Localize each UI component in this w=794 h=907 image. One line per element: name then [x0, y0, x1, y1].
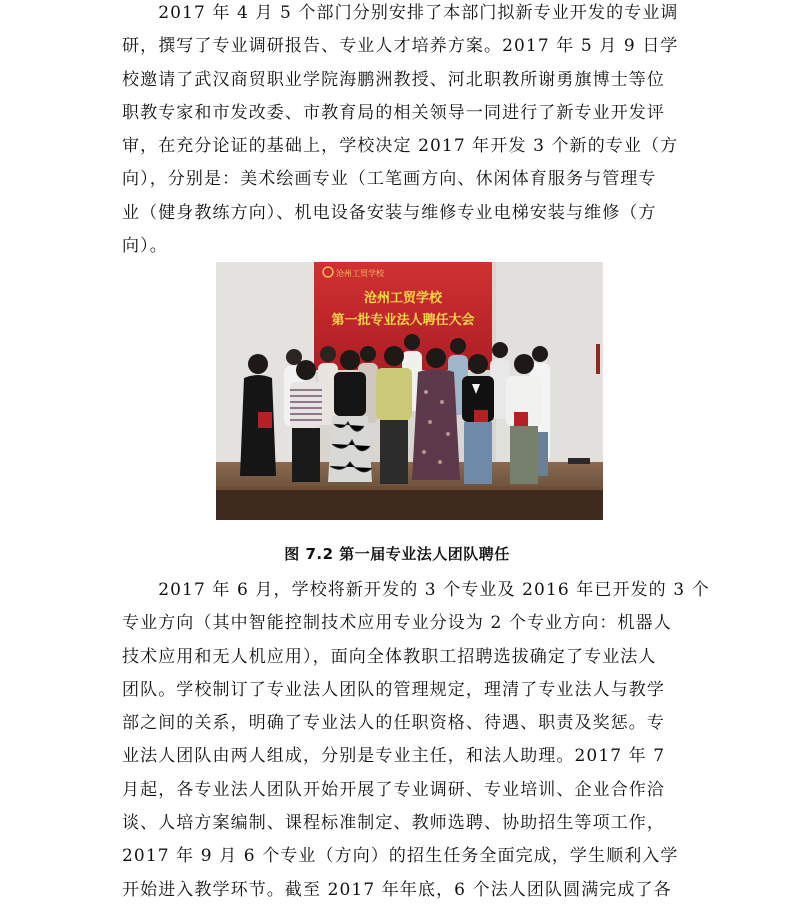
- text-line: 开始进入教学环节。截至 2017 年年底，6 个法人团队圆满完成了各: [122, 879, 672, 900]
- text-line: 团队。学校制订了专业法人团队的管理规定，理清了专业法人与教学: [122, 679, 665, 700]
- text-line: 2017 年 4 月 5 个部门分别安排了本部门拟新专业开发的专业调: [122, 3, 679, 23]
- paragraph-legal-person-teams: [122, 574, 710, 907]
- text-line: 月起，各专业法人团队开始开展了专业调研、专业培训、企业合作洽: [122, 779, 665, 800]
- text-line: 向）。: [122, 236, 168, 257]
- text-line: 2017 年 9 月 6 个专业（方向）的招生任务全面完成，学生顺利入学: [122, 846, 679, 867]
- text-line: 2017 年 6 月，学校将新开发的 3 个专业及 2016 年已开发的 3 个: [122, 580, 710, 600]
- text-line: 专业方向（其中智能控制技术应用专业分设为 2 个专业方向：机器人: [122, 613, 672, 634]
- text-line: 部之间的关系，明确了专业法人的任职资格、待遇、职责及奖惩。专: [122, 713, 665, 734]
- figure-caption: 图 7.2 第一届专业法人团队聘任: [284, 545, 510, 563]
- text-line: 审，在充分论证的基础上，学校决定 2017 年开发 3 个新的专业（方: [122, 136, 679, 157]
- paragraph-new-majors: [122, 0, 679, 263]
- text-line: 校邀请了武汉商贸职业学院海鹏洲教授、河北职教所谢勇旗博士等位: [122, 69, 665, 90]
- banner-title-1: 沧州工贸学校: [363, 291, 443, 306]
- text-line: 业（健身教练方向）、机电设备安装与维修专业电梯安装与维修（方: [122, 202, 657, 223]
- text-line: 技术应用和无人机应用），面向全体教职工招聘选拔确定了专业法人: [122, 646, 657, 667]
- banner-title-2: 第一批专业法人聘任大会: [331, 313, 475, 328]
- banner-logo-text: 沧州工贸学校: [336, 269, 384, 278]
- text-line: 向），分别是：美术绘画专业（工笔画方向、休闲体育服务与管理专: [122, 169, 657, 190]
- text-line: 职教专家和市发改委、市教育局的相关领导一同进行了新专业开发评: [122, 102, 665, 123]
- text-line: 业法人团队由两人组成，分别是专业主任，和法人助理。2017 年 7: [122, 746, 666, 767]
- text-line: 谈、人培方案编制、课程标准制定、教师选聘、协助招生等项工作，: [122, 813, 665, 834]
- group-photo: [216, 262, 603, 520]
- text-line: 研，撰写了专业调研报告、专业人才培养方案。2017 年 5 月 9 日学: [122, 36, 679, 57]
